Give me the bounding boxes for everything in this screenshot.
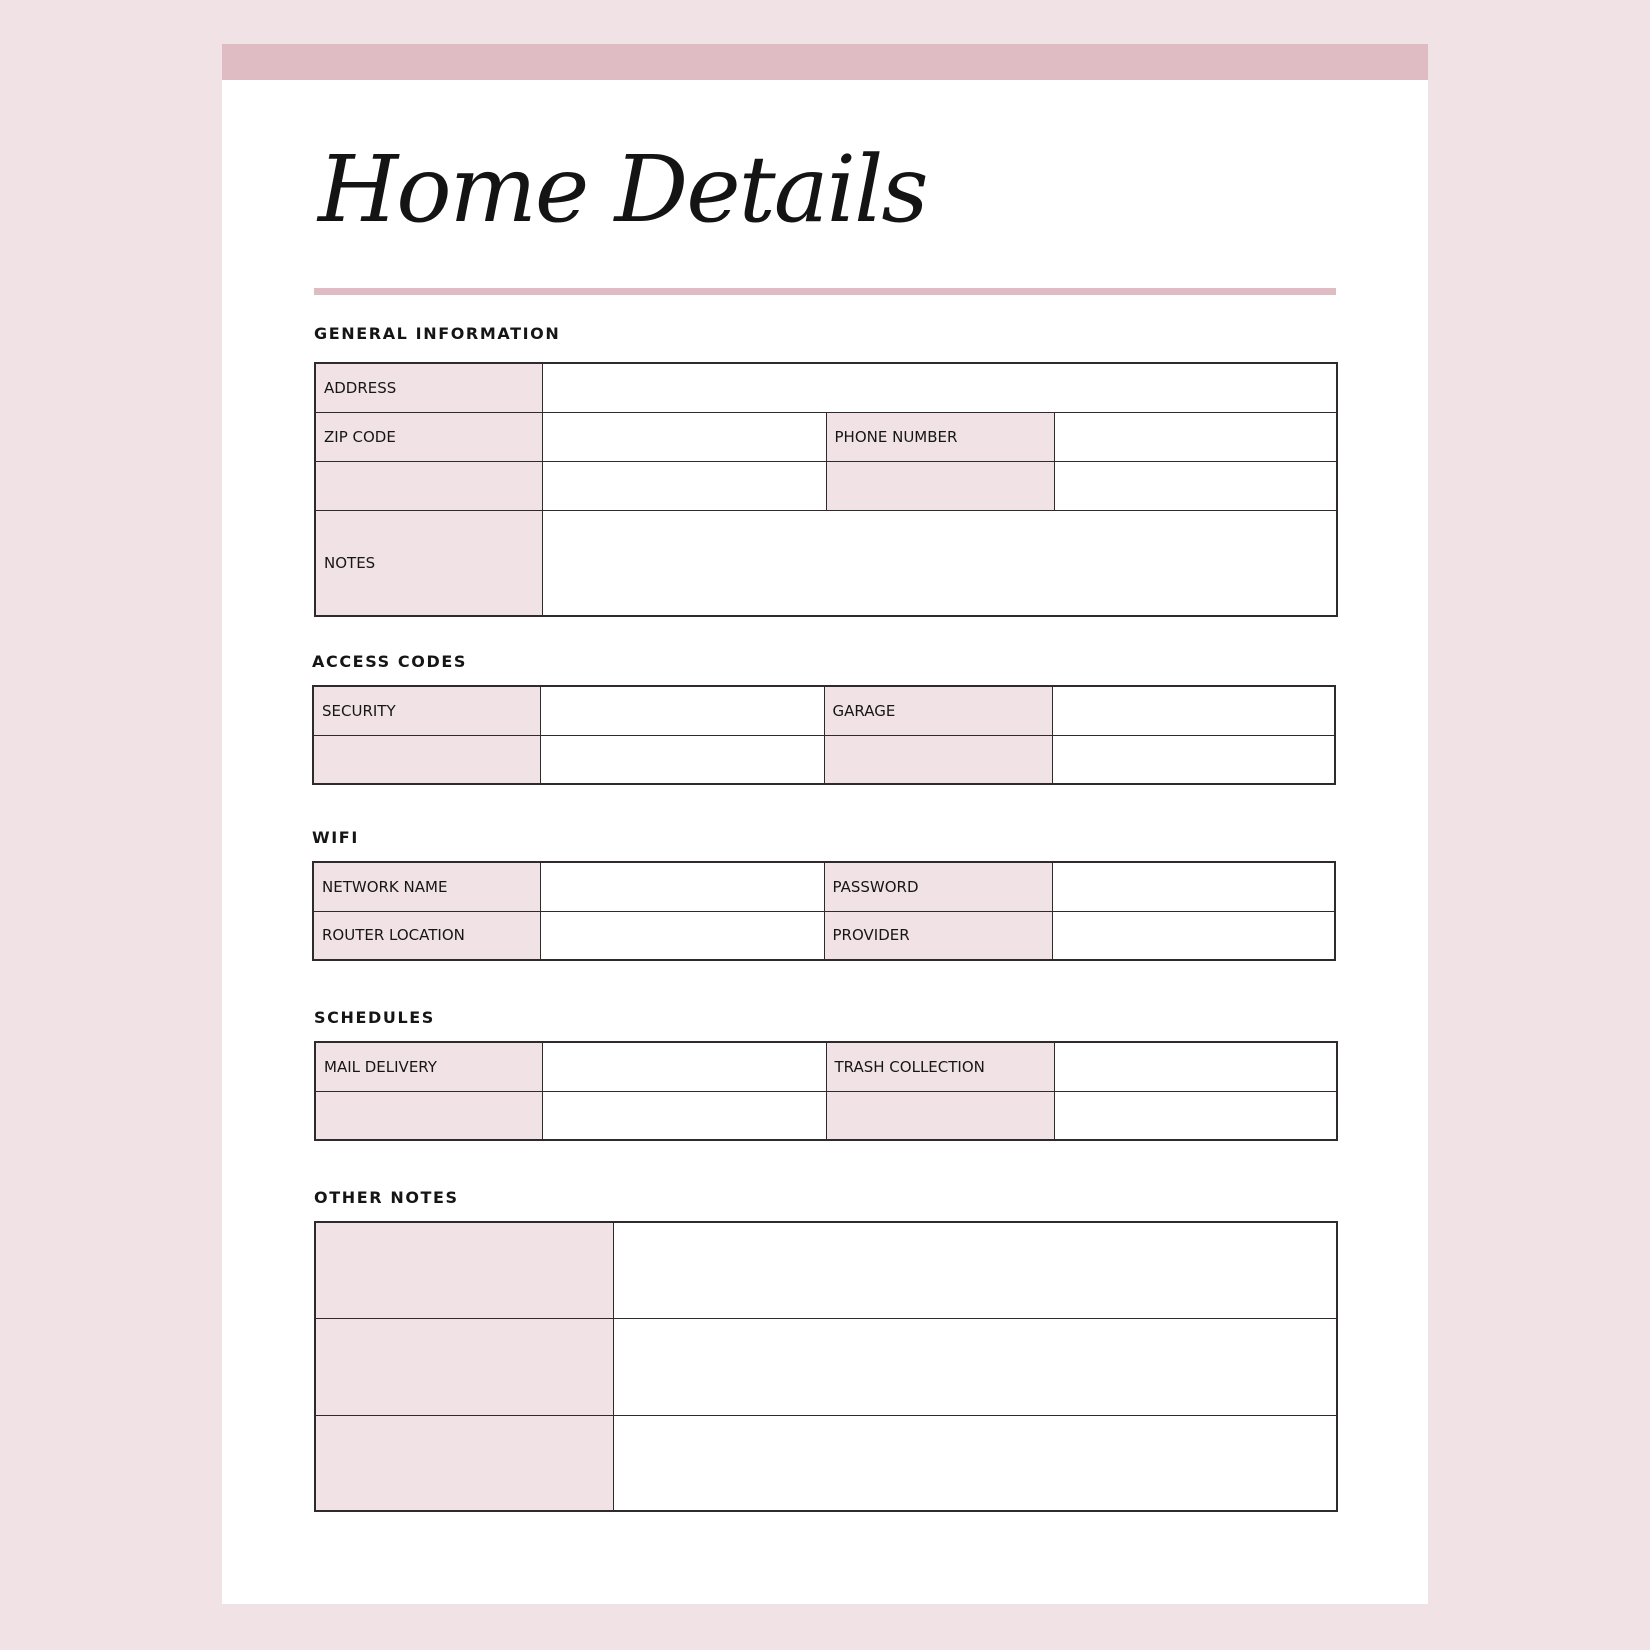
table-row (315, 1042, 1337, 1091)
garage-field[interactable] (1052, 686, 1335, 735)
phone-number-label: PHONE NUMBER (826, 412, 1054, 461)
page-title: Home Details (318, 136, 927, 243)
phone-number-field[interactable] (1054, 412, 1337, 461)
zip-code-label: ZIP CODE (315, 412, 542, 461)
note-label-cell[interactable] (315, 1318, 613, 1415)
table-row (313, 735, 1335, 784)
table-row (313, 911, 1335, 960)
table-row (313, 686, 1335, 735)
other-notes-table (314, 1221, 1338, 1512)
note-label-cell[interactable] (315, 1222, 613, 1318)
title-divider (314, 288, 1336, 295)
table-row (315, 363, 1337, 412)
blank-label-cell[interactable] (826, 461, 1054, 510)
top-accent-band (222, 44, 1428, 80)
password-field[interactable] (1052, 862, 1335, 911)
wifi-table (312, 861, 1336, 961)
table-row (315, 1415, 1337, 1511)
note-field[interactable] (613, 1415, 1337, 1511)
table-row (315, 510, 1337, 616)
section-heading-wifi: WIFI (312, 828, 359, 847)
network-name-field[interactable] (540, 862, 824, 911)
network-name-label: NETWORK NAME (313, 862, 540, 911)
notes-label: NOTES (315, 510, 542, 616)
note-field[interactable] (613, 1222, 1337, 1318)
section-heading-general: GENERAL INFORMATION (314, 324, 561, 343)
security-field[interactable] (540, 686, 824, 735)
password-label: PASSWORD (824, 862, 1052, 911)
blank-field[interactable] (542, 1091, 826, 1140)
table-row (313, 862, 1335, 911)
blank-label-cell[interactable] (315, 461, 542, 510)
blank-label-cell[interactable] (826, 1091, 1054, 1140)
table-row (315, 412, 1337, 461)
provider-field[interactable] (1052, 911, 1335, 960)
blank-label-cell[interactable] (315, 1091, 542, 1140)
blank-field[interactable] (540, 735, 824, 784)
table-row (315, 1318, 1337, 1415)
trash-collection-field[interactable] (1054, 1042, 1337, 1091)
table-row (315, 1091, 1337, 1140)
router-location-field[interactable] (540, 911, 824, 960)
blank-field[interactable] (1054, 1091, 1337, 1140)
provider-label: PROVIDER (824, 911, 1052, 960)
blank-field[interactable] (542, 461, 826, 510)
garage-label: GARAGE (824, 686, 1052, 735)
schedules-table (314, 1041, 1338, 1141)
section-heading-other-notes: OTHER NOTES (314, 1188, 459, 1207)
router-location-label: ROUTER LOCATION (313, 911, 540, 960)
blank-field[interactable] (1054, 461, 1337, 510)
zip-code-field[interactable] (542, 412, 826, 461)
address-field[interactable] (542, 363, 1337, 412)
note-label-cell[interactable] (315, 1415, 613, 1511)
mail-delivery-field[interactable] (542, 1042, 826, 1091)
general-information-table (314, 362, 1338, 617)
planner-page (222, 44, 1428, 1604)
access-codes-table (312, 685, 1336, 785)
notes-field[interactable] (542, 510, 1337, 616)
blank-label-cell[interactable] (824, 735, 1052, 784)
note-field[interactable] (613, 1318, 1337, 1415)
section-heading-access-codes: ACCESS CODES (312, 652, 467, 671)
trash-collection-label: TRASH COLLECTION (826, 1042, 1054, 1091)
section-heading-schedules: SCHEDULES (314, 1008, 435, 1027)
table-row (315, 461, 1337, 510)
security-label: SECURITY (313, 686, 540, 735)
blank-field[interactable] (1052, 735, 1335, 784)
address-label: ADDRESS (315, 363, 542, 412)
mail-delivery-label: MAIL DELIVERY (315, 1042, 542, 1091)
table-row (315, 1222, 1337, 1318)
blank-label-cell[interactable] (313, 735, 540, 784)
